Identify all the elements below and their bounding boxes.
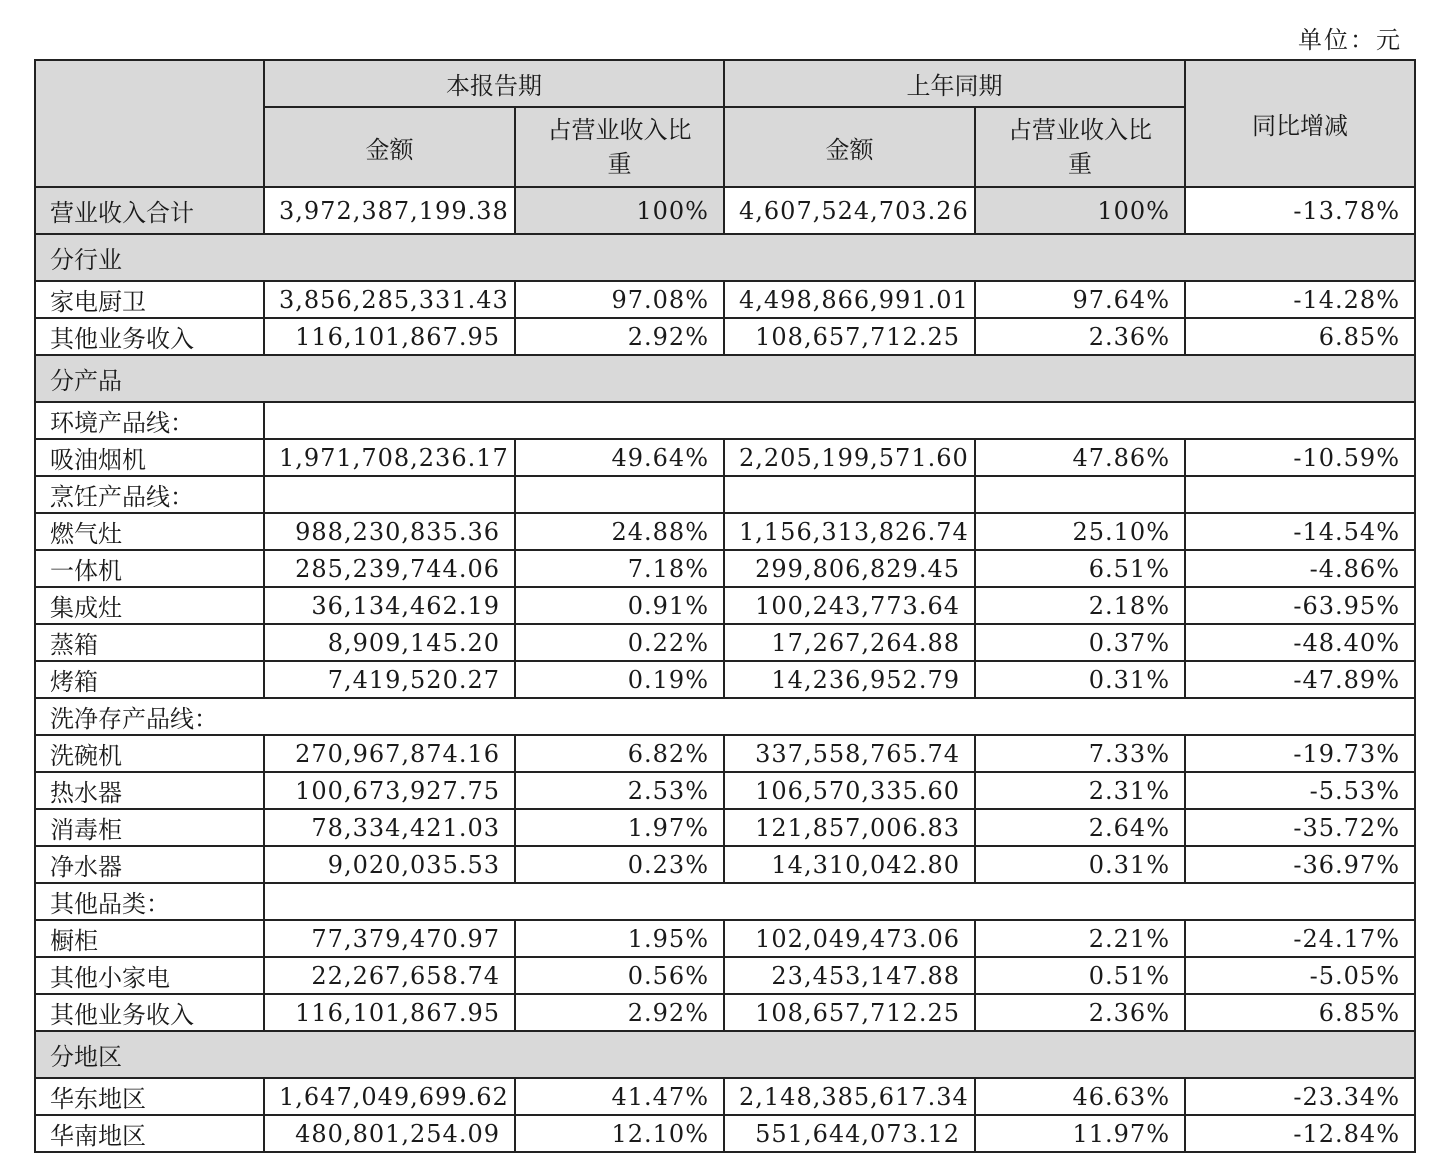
cur-share-cell: 100% bbox=[515, 187, 724, 234]
cur-share-cell: 41.47% bbox=[515, 1078, 724, 1115]
revenue-table bbox=[34, 59, 1416, 1153]
table-row bbox=[35, 809, 1415, 846]
prev-share-cell: 0.51% bbox=[975, 957, 1185, 994]
prev-share-cell: 2.18% bbox=[975, 587, 1185, 624]
cur-share-cell: 6.82% bbox=[515, 735, 724, 772]
prev-amount-cell: 2,148,385,617.34 bbox=[724, 1078, 975, 1115]
prev-share-cell: 46.63% bbox=[975, 1078, 1185, 1115]
cur-amount-cell: 9,020,035.53 bbox=[264, 846, 515, 883]
prev-amount-cell: 4,498,866,991.01 bbox=[724, 281, 975, 318]
prev-amount-cell: 551,644,073.12 bbox=[724, 1115, 975, 1152]
cur-share-cell: 2.53% bbox=[515, 772, 724, 809]
yoy-cell: -47.89% bbox=[1185, 661, 1415, 698]
row-label: 华东地区 bbox=[35, 1078, 264, 1115]
header-prev-share-line1: 占营业收入比 bbox=[1008, 116, 1152, 144]
cur-share-cell: 0.19% bbox=[515, 661, 724, 698]
cur-share-cell: 0.22% bbox=[515, 624, 724, 661]
row-label: 华南地区 bbox=[35, 1115, 264, 1152]
prev-share-cell: 2.36% bbox=[975, 994, 1185, 1031]
row-label: 净水器 bbox=[35, 846, 264, 883]
table-row bbox=[35, 281, 1415, 318]
yoy-cell: -23.34% bbox=[1185, 1078, 1415, 1115]
header-prev-amount: 金额 bbox=[724, 107, 975, 187]
row-label: 其他业务收入 bbox=[35, 318, 264, 355]
cur-amount-cell: 3,972,387,199.38 bbox=[264, 187, 515, 234]
table-row bbox=[35, 587, 1415, 624]
yoy-cell: -14.28% bbox=[1185, 281, 1415, 318]
row-label: 洗碗机 bbox=[35, 735, 264, 772]
subgroup-row-cooking bbox=[35, 476, 1415, 513]
row-label: 消毒柜 bbox=[35, 809, 264, 846]
row-label: 蒸箱 bbox=[35, 624, 264, 661]
prev-amount-cell: 121,857,006.83 bbox=[724, 809, 975, 846]
cur-amount-cell: 8,909,145.20 bbox=[264, 624, 515, 661]
table-row bbox=[35, 1115, 1415, 1152]
section-row-region bbox=[35, 1031, 1415, 1078]
yoy-cell: -35.72% bbox=[1185, 809, 1415, 846]
cur-share-cell: 2.92% bbox=[515, 318, 724, 355]
cur-amount-cell: 1,647,049,699.62 bbox=[264, 1078, 515, 1115]
cur-share-cell: 97.08% bbox=[515, 281, 724, 318]
prev-amount-cell: 2,205,199,571.60 bbox=[724, 439, 975, 476]
header-prior-period: 上年同期 bbox=[724, 60, 1185, 107]
section-row-product bbox=[35, 355, 1415, 402]
section-label: 分产品 bbox=[35, 355, 1415, 402]
prev-share-cell: 2.64% bbox=[975, 809, 1185, 846]
cur-amount-cell: 22,267,658.74 bbox=[264, 957, 515, 994]
row-label: 一体机 bbox=[35, 550, 264, 587]
prev-share-cell: 11.97% bbox=[975, 1115, 1185, 1152]
row-label: 燃气灶 bbox=[35, 513, 264, 550]
yoy-cell: -48.40% bbox=[1185, 624, 1415, 661]
prev-amount-cell: 17,267,264.88 bbox=[724, 624, 975, 661]
cur-amount-cell: 1,971,708,236.17 bbox=[264, 439, 515, 476]
row-label: 集成灶 bbox=[35, 587, 264, 624]
prev-share-cell: 97.64% bbox=[975, 281, 1185, 318]
subgroup-label: 烹饪产品线： bbox=[35, 476, 264, 513]
subgroup-row-other bbox=[35, 883, 1415, 920]
cur-amount-cell: 988,230,835.36 bbox=[264, 513, 515, 550]
cur-share-cell: 12.10% bbox=[515, 1115, 724, 1152]
yoy-cell: -13.78% bbox=[1185, 187, 1415, 234]
header-prev-share-line2: 重 bbox=[1068, 150, 1092, 178]
table-row bbox=[35, 550, 1415, 587]
subgroup-row-env bbox=[35, 402, 1415, 439]
yoy-cell: -4.86% bbox=[1185, 550, 1415, 587]
yoy-cell: 6.85% bbox=[1185, 994, 1415, 1031]
row-label: 热水器 bbox=[35, 772, 264, 809]
yoy-cell: -19.73% bbox=[1185, 735, 1415, 772]
prev-amount-cell: 4,607,524,703.26 bbox=[724, 187, 975, 234]
cur-amount-cell: 7,419,520.27 bbox=[264, 661, 515, 698]
cur-amount-cell: 480,801,254.09 bbox=[264, 1115, 515, 1152]
prev-amount-cell: 100,243,773.64 bbox=[724, 587, 975, 624]
prev-amount-cell: 337,558,765.74 bbox=[724, 735, 975, 772]
yoy-cell: -24.17% bbox=[1185, 920, 1415, 957]
cur-share-cell: 7.18% bbox=[515, 550, 724, 587]
header-cur-share-line2: 重 bbox=[607, 150, 632, 178]
prev-amount-cell: 108,657,712.25 bbox=[724, 994, 975, 1031]
prev-share-cell: 0.31% bbox=[975, 661, 1185, 698]
cur-share-cell: 24.88% bbox=[515, 513, 724, 550]
cur-share-cell: 49.64% bbox=[515, 439, 724, 476]
cur-share-cell: 0.23% bbox=[515, 846, 724, 883]
prev-amount-cell: 102,049,473.06 bbox=[724, 920, 975, 957]
cur-share-cell: 1.95% bbox=[515, 920, 724, 957]
prev-share-cell: 2.21% bbox=[975, 920, 1185, 957]
cur-share-cell: 0.91% bbox=[515, 587, 724, 624]
section-label: 分行业 bbox=[35, 234, 1415, 281]
cur-amount-cell: 36,134,462.19 bbox=[264, 587, 515, 624]
prev-amount-cell: 1,156,313,826.74 bbox=[724, 513, 975, 550]
table-row bbox=[35, 661, 1415, 698]
prev-amount-cell: 108,657,712.25 bbox=[724, 318, 975, 355]
cur-amount-cell: 3,856,285,331.43 bbox=[264, 281, 515, 318]
prev-share-cell: 0.37% bbox=[975, 624, 1185, 661]
prev-share-cell: 2.31% bbox=[975, 772, 1185, 809]
header-cur-share-line1: 占营业收入比 bbox=[547, 116, 692, 144]
row-label: 其他小家电 bbox=[35, 957, 264, 994]
yoy-cell: -5.53% bbox=[1185, 772, 1415, 809]
row-label: 烤箱 bbox=[35, 661, 264, 698]
header-corner bbox=[35, 60, 264, 187]
table-row bbox=[35, 624, 1415, 661]
cur-amount-cell: 116,101,867.95 bbox=[264, 318, 515, 355]
unit-label: 单位：元 bbox=[1298, 26, 1402, 54]
prev-amount-cell: 299,806,829.45 bbox=[724, 550, 975, 587]
subgroup-row-wash bbox=[35, 698, 1415, 735]
prev-share-cell: 7.33% bbox=[975, 735, 1185, 772]
table-row bbox=[35, 513, 1415, 550]
yoy-cell: -63.95% bbox=[1185, 587, 1415, 624]
prev-amount-cell: 106,570,335.60 bbox=[724, 772, 975, 809]
table-row-total bbox=[35, 187, 1415, 234]
table-row bbox=[35, 439, 1415, 476]
yoy-cell: -12.84% bbox=[1185, 1115, 1415, 1152]
yoy-cell: -14.54% bbox=[1185, 513, 1415, 550]
table-row bbox=[35, 920, 1415, 957]
cur-amount-cell: 270,967,874.16 bbox=[264, 735, 515, 772]
header-yoy: 同比增减 bbox=[1185, 60, 1415, 187]
cur-amount-cell: 116,101,867.95 bbox=[264, 994, 515, 1031]
cur-share-cell: 1.97% bbox=[515, 809, 724, 846]
table-row bbox=[35, 318, 1415, 355]
empty-cell bbox=[975, 476, 1185, 513]
cur-share-cell: 0.56% bbox=[515, 957, 724, 994]
row-label: 其他业务收入 bbox=[35, 994, 264, 1031]
empty-cell bbox=[724, 476, 975, 513]
section-row-industry bbox=[35, 234, 1415, 281]
yoy-cell: -10.59% bbox=[1185, 439, 1415, 476]
subgroup-label: 环境产品线： bbox=[35, 402, 264, 439]
yoy-cell: -36.97% bbox=[1185, 846, 1415, 883]
prev-share-cell: 25.10% bbox=[975, 513, 1185, 550]
table-row bbox=[35, 846, 1415, 883]
section-label: 分地区 bbox=[35, 1031, 1415, 1078]
prev-share-cell: 100% bbox=[975, 187, 1185, 234]
cur-amount-cell: 100,673,927.75 bbox=[264, 772, 515, 809]
table-row bbox=[35, 994, 1415, 1031]
yoy-cell: -5.05% bbox=[1185, 957, 1415, 994]
header-current-period: 本报告期 bbox=[264, 60, 724, 107]
prev-share-cell: 47.86% bbox=[975, 439, 1185, 476]
prev-share-cell: 6.51% bbox=[975, 550, 1185, 587]
prev-amount-cell: 14,310,042.80 bbox=[724, 846, 975, 883]
empty-cell bbox=[264, 883, 1415, 920]
row-label: 家电厨卫 bbox=[35, 281, 264, 318]
cur-amount-cell: 285,239,744.06 bbox=[264, 550, 515, 587]
table-row bbox=[35, 957, 1415, 994]
empty-cell bbox=[515, 476, 724, 513]
row-label: 吸油烟机 bbox=[35, 439, 264, 476]
prev-amount-cell: 14,236,952.79 bbox=[724, 661, 975, 698]
header-cur-amount: 金额 bbox=[264, 107, 515, 187]
cur-amount-cell: 77,379,470.97 bbox=[264, 920, 515, 957]
table-row bbox=[35, 1078, 1415, 1115]
row-label: 营业收入合计 bbox=[35, 187, 264, 234]
subgroup-label: 其他品类： bbox=[35, 883, 264, 920]
yoy-cell: 6.85% bbox=[1185, 318, 1415, 355]
empty-cell bbox=[264, 402, 1415, 439]
prev-share-cell: 0.31% bbox=[975, 846, 1185, 883]
empty-cell bbox=[1185, 476, 1415, 513]
cur-share-cell: 2.92% bbox=[515, 994, 724, 1031]
subgroup-label: 洗净存产品线： bbox=[35, 698, 1415, 735]
prev-share-cell: 2.36% bbox=[975, 318, 1185, 355]
row-label: 橱柜 bbox=[35, 920, 264, 957]
header-cur-share bbox=[515, 107, 724, 187]
table-row bbox=[35, 772, 1415, 809]
cur-amount-cell: 78,334,421.03 bbox=[264, 809, 515, 846]
prev-amount-cell: 23,453,147.88 bbox=[724, 957, 975, 994]
table-row bbox=[35, 735, 1415, 772]
empty-cell bbox=[264, 476, 515, 513]
header-prev-share bbox=[975, 107, 1185, 187]
